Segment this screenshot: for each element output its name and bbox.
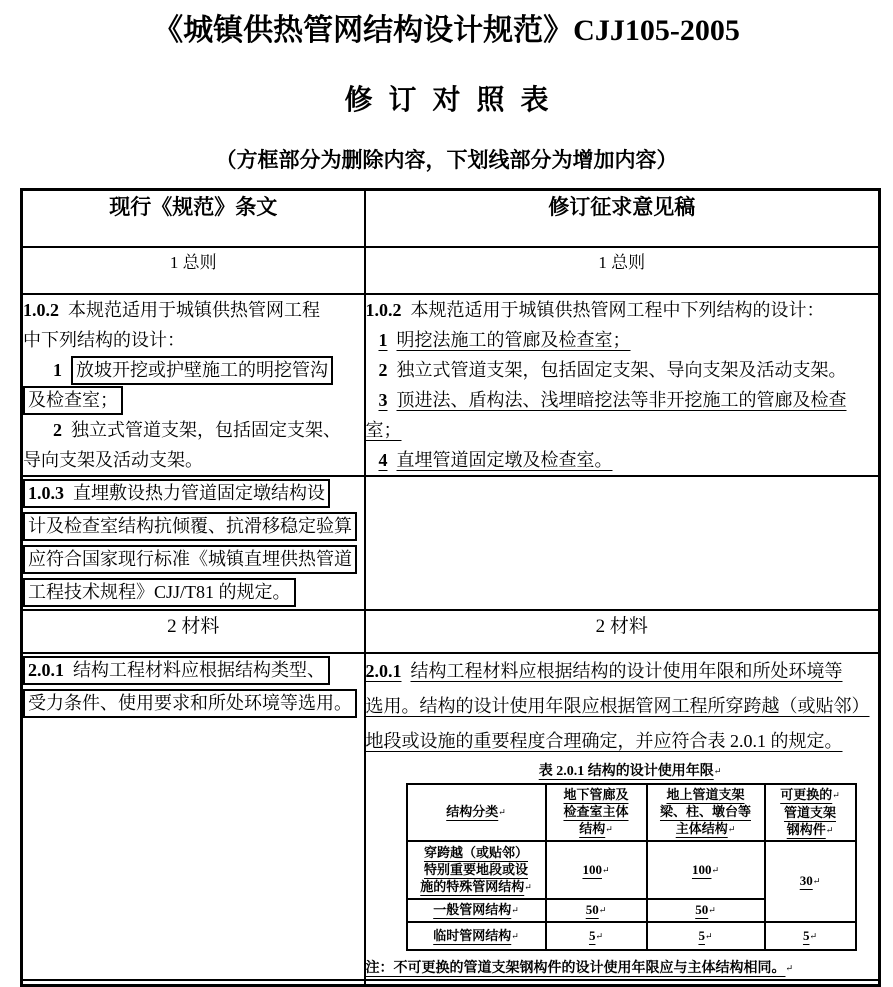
paragraph-mark: ↵ (711, 864, 720, 875)
paragraph-mark: ↵ (812, 876, 821, 886)
dl-row2-value1: 50↵ (546, 899, 647, 922)
paragraph-mark: ↵ (727, 824, 736, 834)
paragraph-mark: ↵ (511, 905, 519, 915)
deleted-text-box: 及检查室； (23, 386, 123, 415)
paragraph-mark: ↵ (605, 824, 613, 834)
section2-draft-label: 2 材料 (595, 615, 648, 637)
deleted-text-box: 工程技术规程》CJJ/T81 的规定。 (23, 578, 296, 607)
cell-current-1-0-2 (22, 294, 365, 476)
design-life-table-title: 表 2.0.1 结构的设计使用年限↵ (538, 763, 722, 779)
section1-current-label: 1 总则 (169, 252, 217, 272)
paragraph-mark: ↵ (713, 765, 722, 776)
section2-current-cell (22, 610, 365, 653)
dl-row2-label: 一般管网结构↵ (407, 899, 546, 922)
paragraph-mark: ↵ (704, 930, 713, 941)
cell-draft-2-0-1 (365, 653, 880, 980)
dl-header-structure-class: 结构分类↵ (407, 784, 546, 841)
paragraph-mark: ↵ (832, 789, 840, 800)
section2-draft-cell (365, 610, 880, 653)
clause-text: 中下列结构的设计： (23, 329, 185, 350)
dl-header-aboveground: 地上管道支架 梁、柱、墩台等 主体结构↵ (647, 784, 765, 841)
deleted-text-box: 受力条件、使用要求和所处环境等选用。 (23, 689, 357, 718)
section1-draft-label: 1 总则 (598, 252, 646, 272)
deleted-text-box: 计及检查室结构抗倾覆、抗滑移稳定验算 (23, 512, 357, 541)
dl-row1-value2: 100↵ (647, 841, 765, 899)
paragraph-mark: ↵ (511, 930, 519, 941)
item-number: 2 (378, 359, 388, 380)
added-text: 地段或设施的重要程度合理确定，并应符合表 2.0.1 的规定。 (365, 730, 843, 751)
paragraph-mark: ↵ (595, 930, 604, 941)
added-text: 室； (365, 419, 402, 440)
dl-header-replaceable: 可更换的↵ 管道支架 钢构件↵ (765, 784, 856, 841)
deleted-text-box: 放坡开挖或护壁施工的明挖管沟 (71, 356, 333, 385)
column-header-draft-label: 修订征求意见稿 (548, 195, 696, 219)
comparison-table (20, 188, 881, 987)
dl-merged-value: 30↵ (765, 841, 856, 922)
dl-row1-label: 穿跨越（或贴邻） 特别重要地段或设 施的特殊管网结构↵ (407, 841, 546, 899)
column-header-current (22, 190, 365, 247)
next-row-stub-right (365, 980, 880, 986)
added-text: 选用。结构的设计使用年限应根据管网工程所穿跨越（或贴邻） (365, 695, 870, 716)
added-text: 4 直埋管道固定墩及检查室。 (378, 449, 613, 470)
deleted-text-box: 2.0.1 结构工程材料应根据结构类型、 (23, 656, 330, 685)
section2-current-label: 2 材料 (167, 615, 220, 637)
dl-row2-value2: 50↵ (647, 899, 765, 922)
added-text: 2.0.1 结构工程材料应根据结构的设计使用年限和所处环境等 (365, 660, 843, 681)
paragraph-mark: ↵ (708, 905, 716, 915)
item-number: 2 (53, 419, 62, 440)
page-subtitle: 修订对照表 (344, 85, 565, 116)
dl-header-underground: 地下管廊及 检查室主体 结构↵ (546, 784, 647, 841)
column-header-current-label: 现行《规范》条文 (109, 195, 278, 219)
item-text: 独立式管道支架，包括固定支架、导向支架及活动支架。 (396, 359, 847, 380)
item-text: 导向支架及活动支架。 (23, 449, 203, 470)
dl-row3-label: 临时管网结构↵ (407, 922, 546, 950)
clause-number: 1.0.2 (365, 299, 402, 320)
section1-current-cell (22, 247, 365, 294)
next-row-stub-left (22, 980, 365, 986)
clause-text: 本规范适用于城镇供热管网工程中下列结构的设计： (410, 299, 825, 320)
paragraph-mark: ↵ (601, 864, 610, 875)
clause-text: 本规范适用于城镇供热管网工程 (68, 299, 320, 320)
paragraph-mark: ↵ (598, 905, 607, 915)
paragraph-mark: ↵ (498, 807, 506, 817)
dl-row3-value3: 5↵ (765, 922, 856, 950)
added-text: 3 顶进法、盾构法、浅埋暗挖法等非开挖施工的管廊及检查 (378, 389, 847, 410)
paragraph-mark: ↵ (809, 930, 818, 941)
cell-draft-1-0-3-empty (365, 476, 880, 610)
page-title: 《城镇供热管网结构设计规范》CJJ105-2005 (153, 14, 740, 47)
dl-row1-value1: 100↵ (546, 841, 647, 899)
paragraph-mark: ↵ (524, 881, 532, 892)
column-header-draft (365, 190, 880, 247)
design-life-table-note: 注：不可更换的管道支架钢构件的设计使用年限应与主体结构相同。↵ (365, 960, 794, 976)
paragraph-mark: ↵ (825, 824, 834, 835)
paragraph-mark: ↵ (785, 962, 794, 973)
deleted-text-box: 应符合国家现行标准《城镇直埋供热管道 (23, 545, 357, 574)
legend-note: （方框部分为删除内容，下划线部分为增加内容） (215, 148, 678, 172)
deleted-text-box: 1.0.3 直埋敷设热力管道固定墩结构设 (23, 479, 330, 508)
cell-current-2-0-1 (22, 653, 365, 980)
clause-number: 1.0.2 (23, 299, 59, 320)
design-life-table (406, 783, 857, 951)
dl-row3-value2: 5↵ (647, 922, 765, 950)
item-text: 独立式管道支架，包括固定支架、 (71, 419, 341, 440)
added-text: 1 明挖法施工的管廊及检查室； (378, 329, 631, 350)
cell-draft-1-0-2 (365, 294, 880, 476)
section1-draft-cell (365, 247, 880, 294)
dl-row3-value1: 5↵ (546, 922, 647, 950)
cell-current-1-0-3 (22, 476, 365, 610)
item-number: 1 (53, 359, 62, 380)
